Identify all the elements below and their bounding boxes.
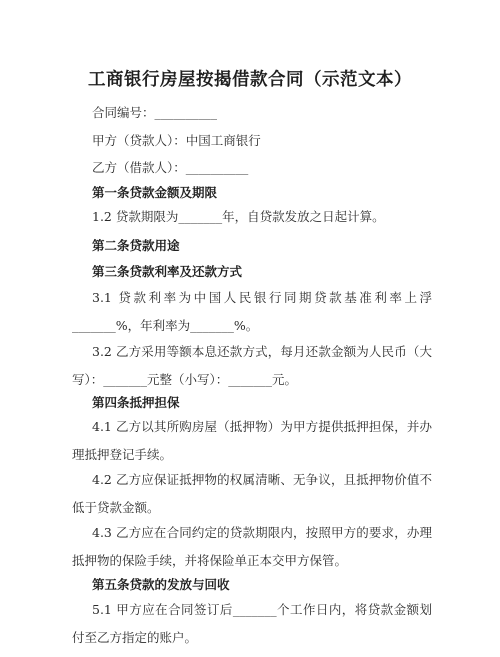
section-3-paragraph-2: 3.2 乙方采用等额本息还款方式，每月还款金额为人民币（大写）：_______元整（小写）：_______元。 — [72, 344, 432, 387]
section-4-paragraph-3: 4.3 乙方应在合同约定的贷款期限内，按照甲方的要求，办理抵押物的保险手续，并将保险单正本交甲方保管。 — [72, 525, 432, 568]
section-2-heading: 第二条贷款用途 — [92, 238, 180, 253]
section-4-heading: 第四条抵押担保 — [92, 395, 180, 410]
document-title: 工商银行房屋按揭借款合同（示范文本） — [88, 70, 412, 90]
section-5-paragraph-1: 5.1 甲方应在合同签订后_______个工作日内，将贷款金额划付至乙方指定的账户。 — [72, 602, 432, 645]
section-3-heading: 第三条贷款利率及还款方式 — [92, 264, 243, 279]
section-3-paragraph-1: 3.1 贷款利率为中国人民银行同期贷款基准利率上浮_______%，年利率为_______%。 — [72, 290, 432, 333]
party-b: 乙方（借款人）：__________ — [92, 160, 249, 175]
section-4-paragraph-2: 4.2 乙方应保证抵押物的权属清晰、无争议，且抵押物价值不低于贷款金额。 — [72, 472, 432, 515]
section-1-heading: 第一条贷款金额及期限 — [92, 185, 218, 200]
party-a: 甲方（贷款人）：中国工商银行 — [92, 133, 261, 148]
section-4-paragraph-1: 4.1 乙方以其所购房屋（抵押物）为甲方提供抵押担保，并办理抵押登记手续。 — [72, 419, 432, 462]
section-1-paragraph-1: 1.2 贷款期限为_______年，自贷款发放之日起计算。 — [92, 209, 385, 224]
contract-number: 合同编号：__________ — [92, 105, 218, 120]
section-5-heading: 第五条贷款的发放与回收 — [92, 577, 230, 592]
